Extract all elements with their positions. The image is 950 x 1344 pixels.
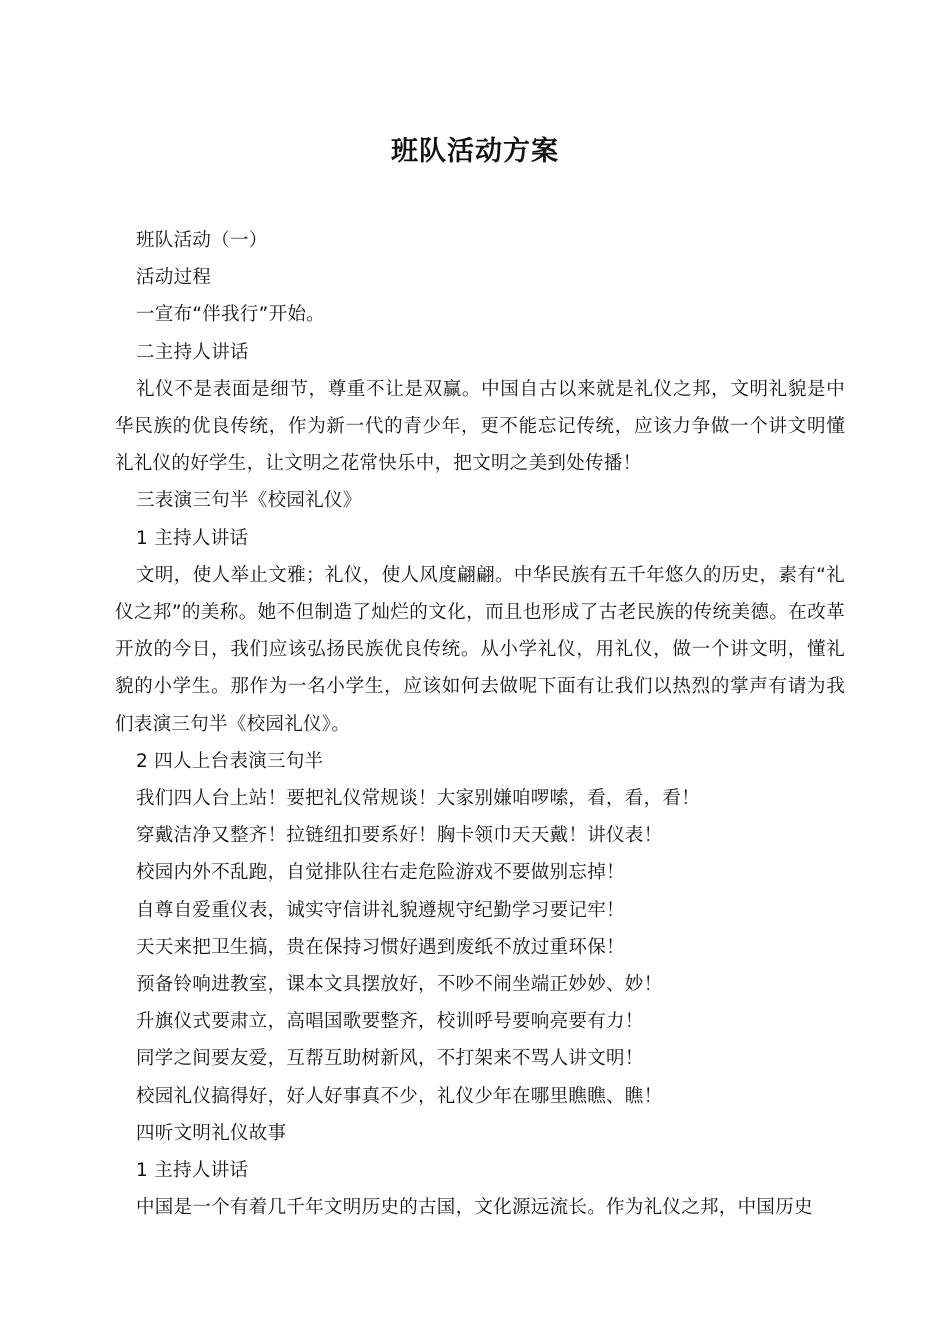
paragraph: 升旗仪式要肃立，高唱国歌要整齐，校训呼号要响亮要有力！ [136, 1011, 644, 1033]
paragraph: 校园礼仪搞得好，好人好事真不少，礼仪少年在哪里瞧瞧、瞧！ [136, 1085, 663, 1107]
paragraph: 1 主持人讲话 [136, 527, 249, 549]
paragraph: 班队活动（一） [136, 230, 268, 251]
paragraph: 1 主持人讲话 [136, 1160, 249, 1182]
document-title: 班队活动方案 [391, 136, 559, 167]
paragraph: 文明，使人举止文雅；礼仪，使人风度翩翩。中华民族有五千年悠久的历史，素有“礼仪之邦”的美称。她不但制造了灿烂的文化，而且也形成了古老民族的传统美德。在改革开放的今日，我们应该弘扬民族优良传统。从小学礼仪，用礼仪，做一个讲文明，懂礼貌的小学生。那作为一名小学生，应该如何去做呢下面有让我们以热烈的掌声有请为我们表演三句半《校园礼仪》。 [115, 564, 845, 735]
paragraph: 天天来把卫生搞，贵在保持习惯好遇到废纸不放过重环保！ [136, 936, 625, 958]
paragraph: 校园内外不乱跑，自觉排队往右走危险游戏不要做别忘掉！ [136, 862, 625, 884]
document-body [115, 222, 845, 1226]
paragraph: 2 四人上台表演三句半 [136, 750, 324, 772]
paragraph: 四听文明礼仪故事 [136, 1122, 287, 1144]
paragraph: 礼仪不是表面是细节，尊重不让是双赢。中国自古以来就是礼仪之邦，文明礼貌是中华民族的优良传统，作为新一代的青少年，更不能忘记传统，应该力争做一个讲文明懂礼礼仪的好学生，让文明之花常快乐中，把文明之美到处传播！ [115, 378, 845, 475]
paragraph: 三表演三句半《校园礼仪》 [136, 490, 362, 512]
paragraph: 活动过程 [136, 267, 212, 289]
paragraph: 穿戴洁净又整齐！拉链纽扣要系好！胸卡领巾天天戴！讲仪表！ [136, 825, 663, 847]
paragraph: 预备铃响进教室，课本文具摆放好，不吵不闹坐端正妙妙、妙！ [136, 974, 663, 996]
paragraph: 自尊自爱重仪表，诚实守信讲礼貌遵规守纪勤学习要记牢！ [136, 899, 625, 921]
paragraph: 我们四人台上站！要把礼仪常规谈！大家别嫌咱啰嗦，看，看，看！ [136, 788, 701, 810]
paragraph: 一宣布“伴我行”开始。 [136, 304, 325, 326]
paragraph: 中国是一个有着几千年文明历史的古国，文化源远流长。作为礼仪之邦，中国历史 [136, 1197, 813, 1219]
paragraph: 同学之间要友爱，互帮互助树新风，不打架来不骂人讲文明！ [136, 1048, 644, 1070]
paragraph: 二主持人讲话 [136, 341, 249, 363]
